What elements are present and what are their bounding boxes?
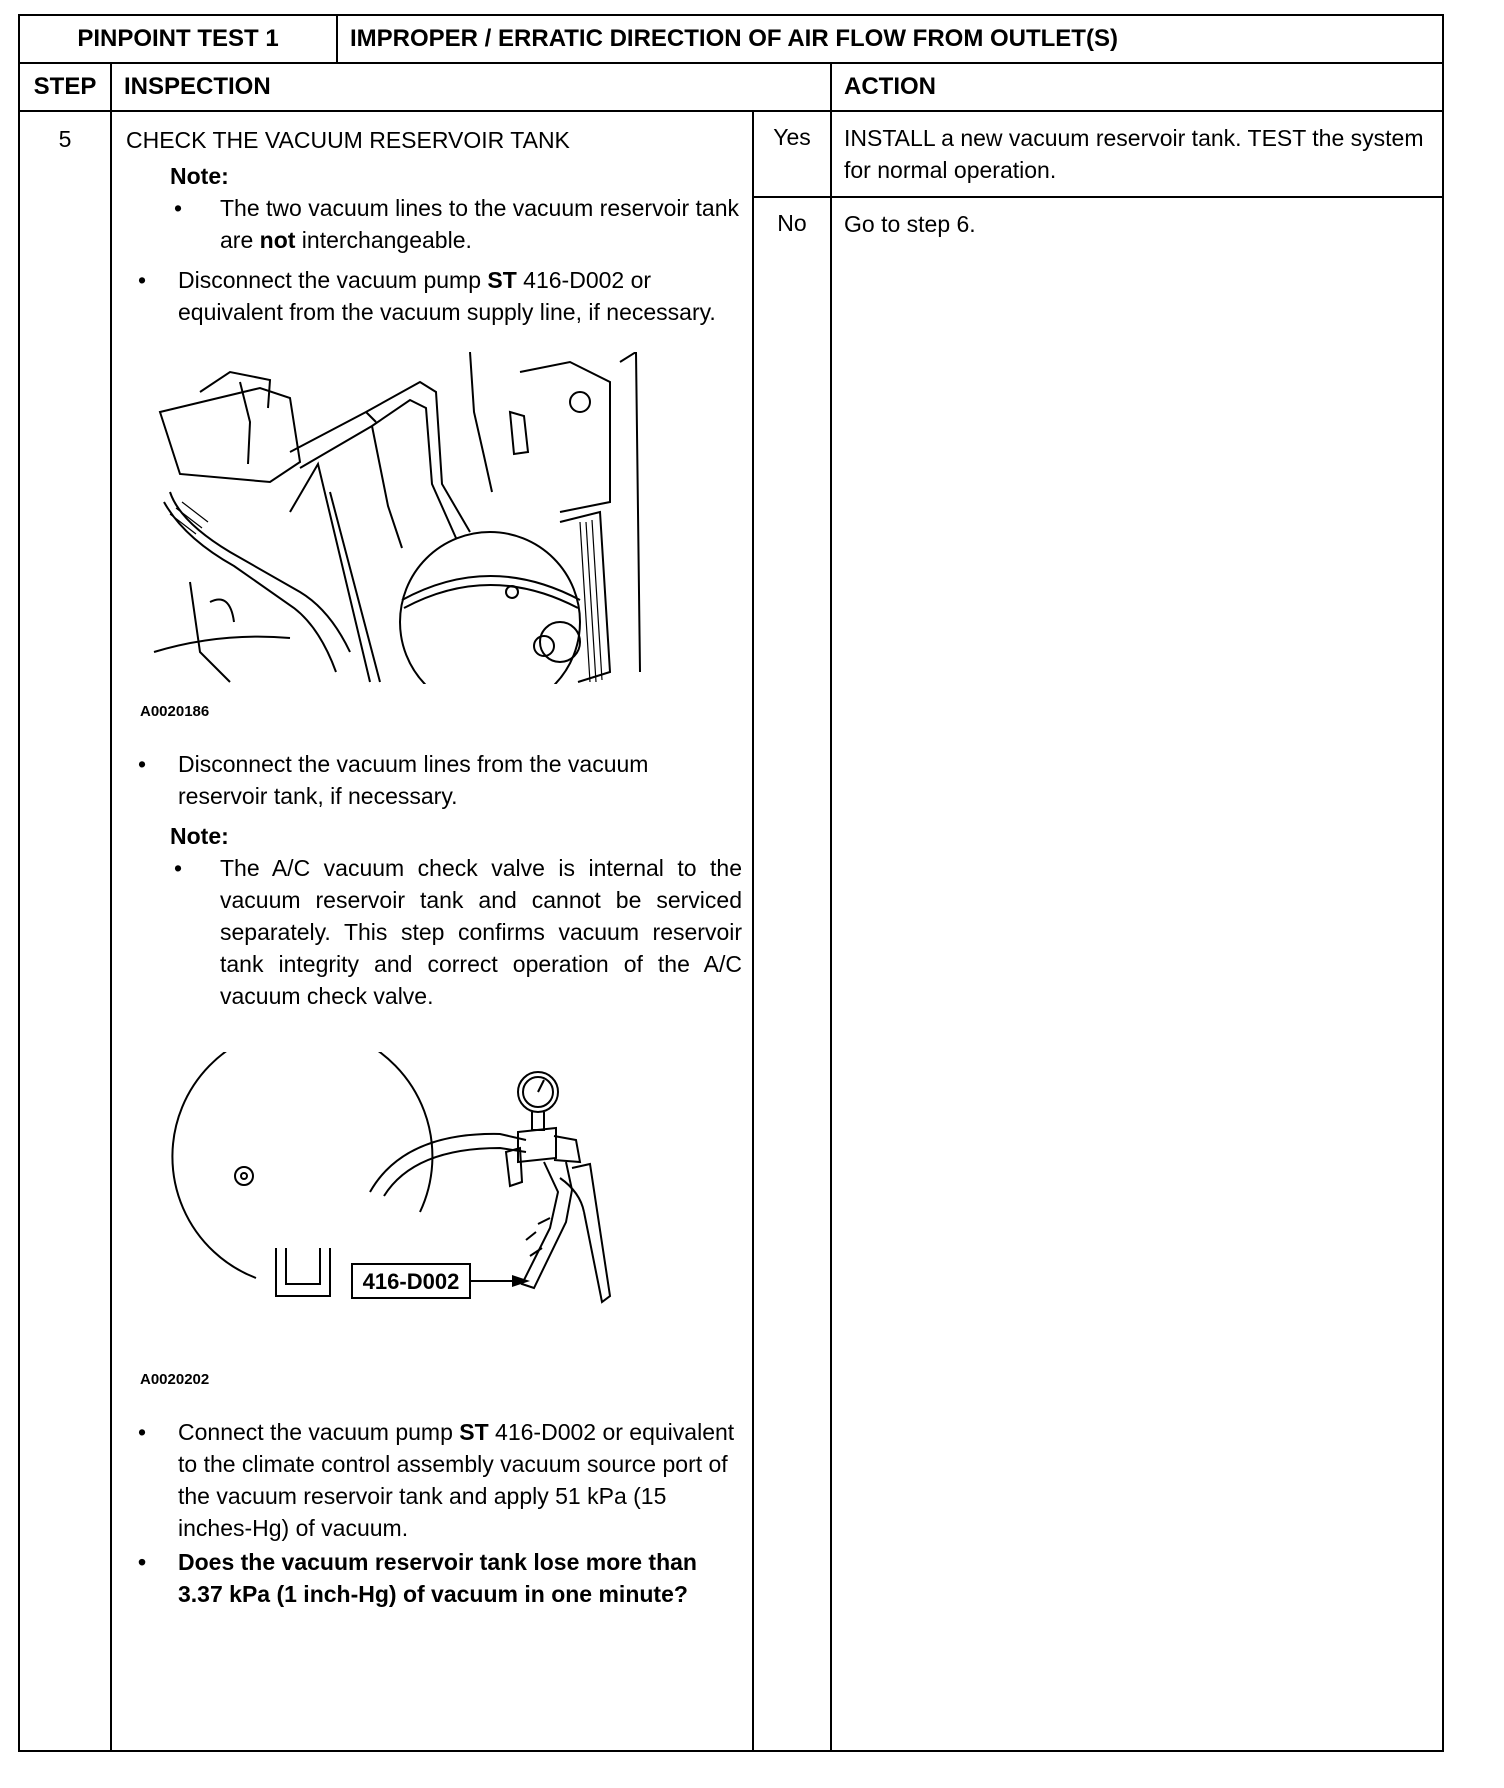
answer-no: No bbox=[753, 197, 831, 1751]
callout-416-d002: 416-D002 bbox=[362, 1269, 460, 1294]
inspection-bullet: • Connect the vacuum pump ST 416-D002 or equivalent to the climate control assembly vacuum source port of the vacuum reservoir tank and apply 51 kPa (15 inches-Hg) of vacuum. bbox=[178, 1416, 742, 1544]
figure2-id: A0020202 bbox=[140, 1371, 210, 1388]
action-yes: INSTALL a new vacuum reservoir tank. TEST the system for normal operation. bbox=[831, 111, 1443, 197]
inspection-question: • Does the vacuum reservoir tank lose more than 3.37 kPa (1 inch-Hg) of vacuum in one minute? bbox=[178, 1546, 742, 1610]
figure1-id: A0020186 bbox=[140, 703, 210, 720]
step-row-yes bbox=[19, 111, 1443, 197]
action-column-header: ACTION bbox=[831, 63, 1443, 111]
column-header-row bbox=[19, 63, 1443, 111]
inspection-column-header: INSPECTION bbox=[111, 63, 831, 111]
vacuum-pump-illustration bbox=[140, 1052, 660, 1352]
figure-reservoir-tank bbox=[140, 352, 742, 692]
note-item: • The A/C vacuum check valve is internal to the vacuum reservoir tank and cannot be serviced separately. This step confirms vacuum reservoir tank integrity and correct operation of the A/C vacuum check valve. bbox=[220, 852, 742, 1012]
step-column-header: STEP bbox=[19, 63, 111, 111]
step-title: CHECK THE VACUUM RESERVOIR TANK bbox=[126, 127, 570, 153]
answer-yes: Yes bbox=[753, 111, 831, 197]
pinpoint-test-page bbox=[18, 14, 1442, 1738]
step-number: 5 bbox=[19, 111, 111, 1751]
note-item: • The two vacuum lines to the vacuum reservoir tank are not interchangeable. bbox=[220, 192, 742, 256]
inspection-cell bbox=[111, 111, 753, 1751]
test-label: PINPOINT TEST 1 bbox=[19, 15, 337, 63]
note-label: Note: bbox=[170, 823, 229, 849]
note-label: Note: bbox=[170, 163, 229, 189]
figure-vacuum-pump bbox=[140, 1052, 742, 1360]
reservoir-tank-illustration bbox=[140, 352, 660, 684]
inspection-bullet: • Disconnect the vacuum pump ST 416-D002 or equivalent from the vacuum supply line, if necessary. bbox=[178, 264, 742, 328]
inspection-bullet: • Disconnect the vacuum lines from the vacuum reservoir tank, if necessary. bbox=[178, 748, 742, 812]
test-header-row bbox=[19, 15, 1443, 63]
test-title: IMPROPER / ERRATIC DIRECTION OF AIR FLOW FROM OUTLET(S) bbox=[337, 15, 1443, 63]
action-no: Go to step 6. bbox=[831, 197, 1443, 1751]
pinpoint-test-table bbox=[18, 14, 1444, 1752]
